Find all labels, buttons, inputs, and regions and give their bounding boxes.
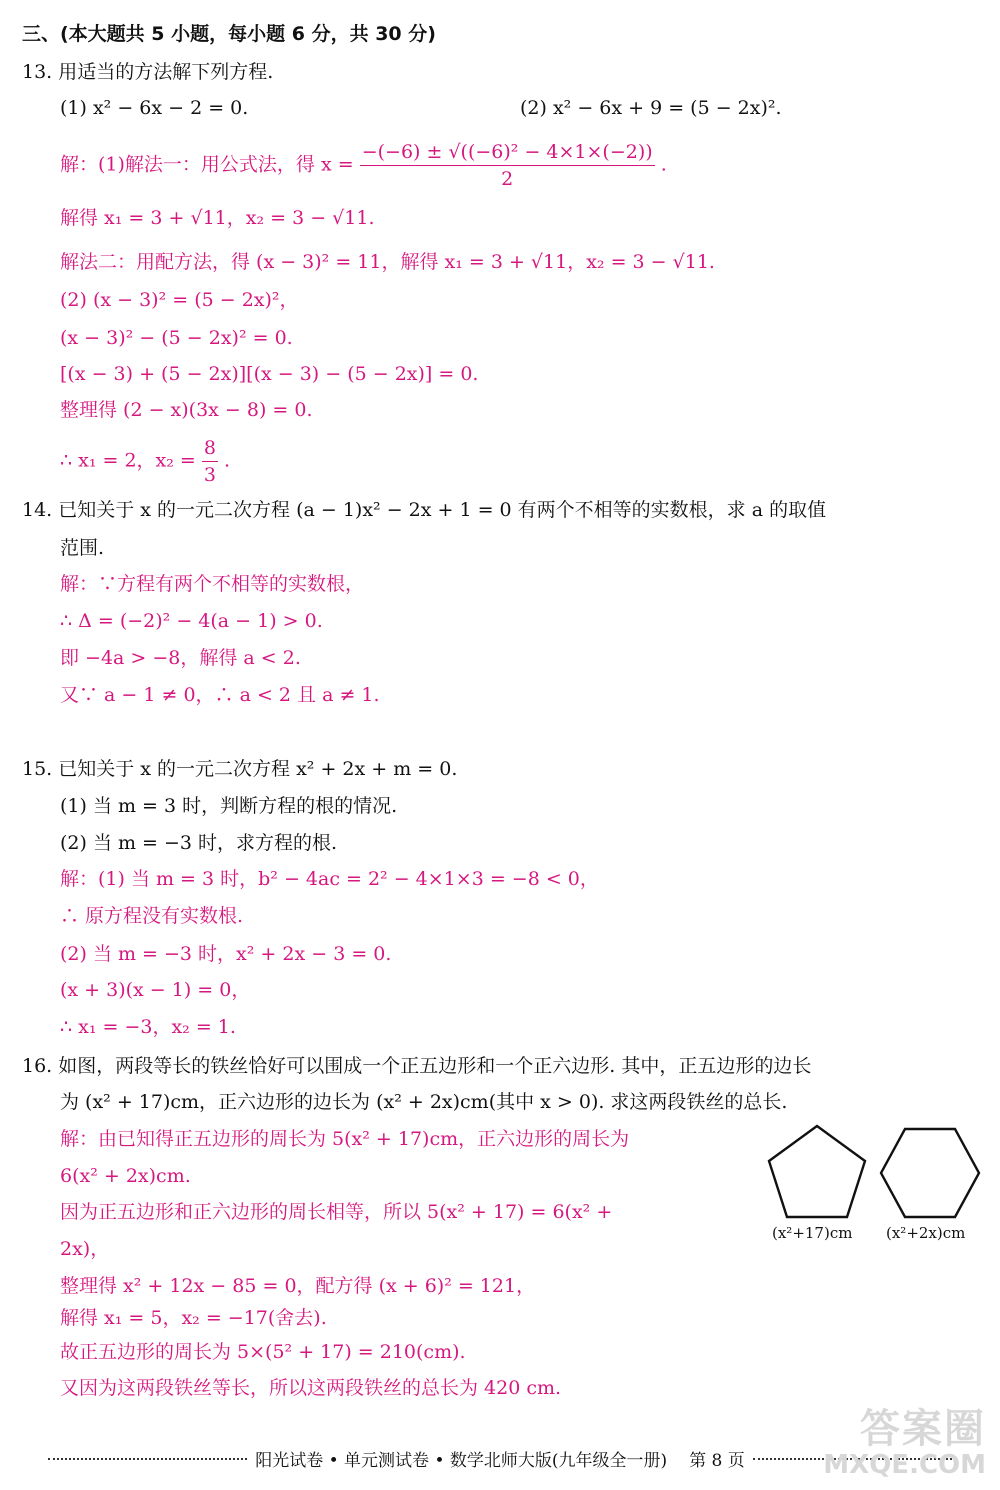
- q13-part1: (1) x² − 6x − 2 = 0.: [60, 97, 249, 119]
- footer-left-dots: [48, 1458, 247, 1460]
- q15-part2: (2) 当 m = −3 时，求方程的根.: [60, 832, 338, 854]
- q16-answer-line6: 解得 x₁ = 5，x₂ = −17(舍去).: [60, 1307, 327, 1329]
- q13-root-fraction: [202, 436, 218, 487]
- q16-answer-line8: 又因为这两段铁丝等长，所以这两段铁丝的总长为 420 cm.: [60, 1377, 562, 1399]
- page-number: 第 8 页: [689, 1451, 745, 1471]
- q13-answer-suffix: .: [660, 153, 667, 176]
- footer-title: 阳光试卷 • 单元测试卷 • 数学北师大版(九年级全一册): [255, 1451, 668, 1471]
- q14-answer-line4: 又∵ a − 1 ≠ 0，∴ a < 2 且 a ≠ 1.: [60, 684, 380, 706]
- q13-answer-line7: 整理得 (2 − x)(3x − 8) = 0.: [60, 399, 313, 421]
- q13-stem: 13. 用适当的方法解下列方程.: [22, 61, 274, 83]
- q14-answer-line1: 解：∵方程有两个不相等的实数根，: [60, 573, 365, 595]
- fraction-denominator: 2: [501, 168, 514, 190]
- section-title: 三、(本大题共 5 小题，每小题 6 分，共 30 分): [22, 23, 436, 45]
- q13-quadratic-formula-fraction: [360, 140, 655, 191]
- fraction-numerator: 8: [202, 436, 218, 462]
- q14-answer-line2: ∴ Δ = (−2)² − 4(a − 1) > 0.: [60, 610, 323, 632]
- q15-answer-line1: 解：(1) 当 m = 3 时，b² − 4ac = 2² − 4×1×3 = −8 < 0，: [60, 868, 599, 890]
- q16-stem-line2: 为 (x² + 17)cm，正六边形的边长为 (x² + 2x)cm(其中 x > 0). 求这两段铁丝的总长.: [60, 1091, 788, 1113]
- pentagon-side-label: (x²+17)cm: [772, 1224, 853, 1242]
- hexagon-side-label: (x²+2x)cm: [886, 1224, 966, 1242]
- q13-answer-line4: (2) (x − 3)² = (5 − 2x)²，: [60, 289, 299, 311]
- watermark: [823, 1397, 986, 1480]
- page-footer: [40, 1446, 960, 1471]
- q15-answer-line4: (x + 3)(x − 1) = 0，: [60, 979, 251, 1001]
- q14-stem-line2: 范围.: [60, 537, 105, 559]
- q16-answer-line7: 故正五边形的周长为 5×(5² + 17) = 210(cm).: [60, 1341, 466, 1363]
- q13-answer-line8: [60, 436, 230, 487]
- q13-roots-prefix: ∴ x₁ = 2，x₂ =: [60, 449, 196, 472]
- q14-answer-line3: 即 −4a > −8，解得 a < 2.: [60, 647, 301, 669]
- q16-stem-line1: 16. 如图，两段等长的铁丝恰好可以围成一个正五边形和一个正六边形. 其中，正五边形的边长: [22, 1055, 812, 1077]
- hexagon-figure: [878, 1126, 982, 1220]
- watermark-line1: 答案圈: [860, 1406, 986, 1452]
- q13-answer-formula: [60, 140, 667, 191]
- q13-answer-line5: (x − 3)² − (5 − 2x)² = 0.: [60, 327, 293, 349]
- regular-hexagon: [881, 1129, 979, 1217]
- q16-answer-line4: 2x)，: [60, 1238, 110, 1260]
- q13-roots-suffix: .: [224, 449, 231, 472]
- q15-part1: (1) 当 m = 3 时，判断方程的根的情况.: [60, 795, 398, 817]
- q15-answer-line5: ∴ x₁ = −3，x₂ = 1.: [60, 1016, 236, 1038]
- q15-answer-line3: (2) 当 m = −3 时，x² + 2x − 3 = 0.: [60, 943, 392, 965]
- q16-answer-line2: 6(x² + 2x)cm.: [60, 1165, 191, 1187]
- regular-pentagon: [769, 1126, 865, 1217]
- q13-answer-line6: [(x − 3) + (5 − 2x)][(x − 3) − (5 − 2x)] = 0.: [60, 363, 479, 385]
- q16-answer-line5: 整理得 x² + 12x − 85 = 0，配方得 (x + 6)² = 121，: [60, 1275, 536, 1297]
- q13-part2: (2) x² − 6x + 9 = (5 − 2x)².: [520, 97, 782, 119]
- q16-answer-line1: 解：由已知得正五边形的周长为 5(x² + 17)cm，正六边形的周长为: [60, 1128, 630, 1150]
- q14-stem-line1: 14. 已知关于 x 的一元二次方程 (a − 1)x² − 2x + 1 = 0 有两个不相等的实数根，求 a 的取值: [22, 499, 827, 521]
- q13-answer-line3: 解法二：用配方法，得 (x − 3)² = 11，解得 x₁ = 3 + √11，x₂ = 3 − √11.: [60, 251, 715, 273]
- pentagon-figure: [762, 1122, 872, 1222]
- q13-answer-line2: 解得 x₁ = 3 + √11，x₂ = 3 − √11.: [60, 207, 375, 229]
- fraction-numerator: −(−6) ± √((−6)² − 4×1×(−2)): [360, 140, 655, 166]
- watermark-line2: MXQE.COM: [823, 1450, 986, 1480]
- fraction-denominator: 3: [203, 464, 216, 486]
- q13-answer-prefix: 解：(1)解法一：用公式法，得 x =: [60, 153, 354, 176]
- q15-stem: 15. 已知关于 x 的一元二次方程 x² + 2x + m = 0.: [22, 758, 458, 780]
- q15-answer-line2: ∴ 原方程没有实数根.: [60, 905, 244, 927]
- q16-answer-line3: 因为正五边形和正六边形的周长相等，所以 5(x² + 17) = 6(x² +: [60, 1201, 613, 1223]
